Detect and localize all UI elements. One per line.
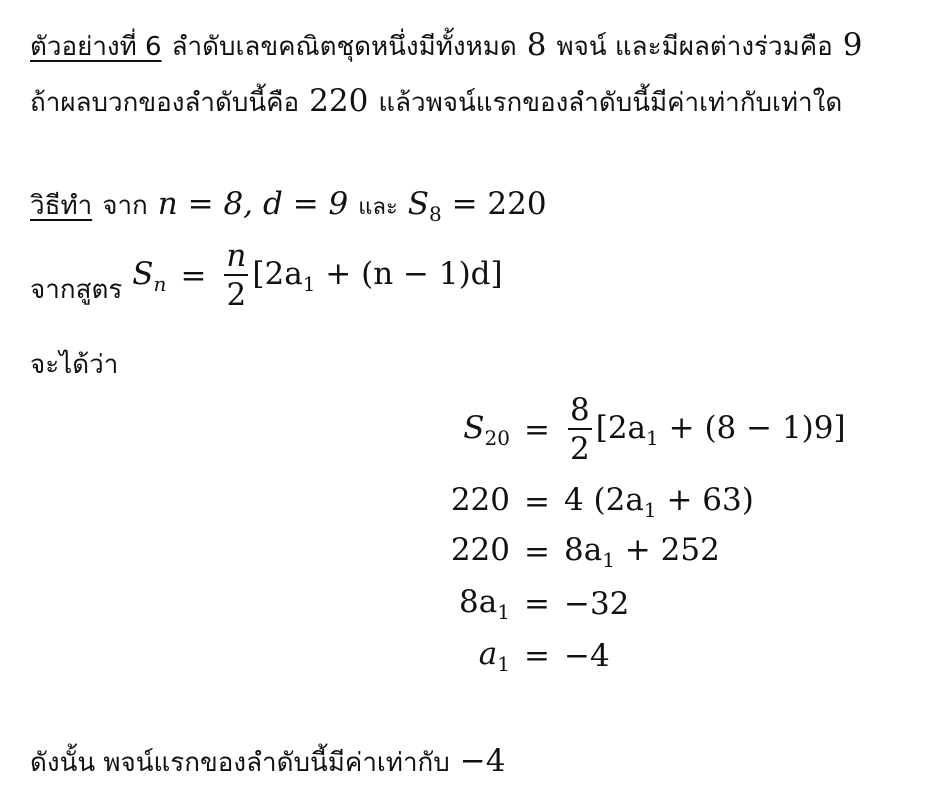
problem-text: พจน์ และมีผลต่างร่วมคือ xyxy=(556,32,833,62)
problem-text: ลำดับเลขคณิตชุดหนึ่งมีทั้งหมด xyxy=(171,32,517,62)
step-row: $S_{20}$ = $\frac{8}{2}$ $[2a_1 + (8 - 1)9]$ xyxy=(428,392,846,468)
conclusion-value: −4 xyxy=(459,743,506,779)
problem-common-difference: 9 xyxy=(842,27,863,63)
example-label: ตัวอย่างที่ 6 xyxy=(30,32,162,62)
step-fraction: $\frac{8}{2}$ xyxy=(569,392,590,467)
problem-term-count: 8 xyxy=(526,27,547,63)
problem-line-2 xyxy=(30,82,842,123)
step-rhs: 4 $(2a_1 + 63)$ xyxy=(563,482,754,523)
conclusion-text: ดังนั้น พจน์แรกของลำดับนี้มีค่าเท่ากับ xyxy=(30,748,450,778)
problem-line-1 xyxy=(30,26,863,67)
formula-line xyxy=(30,238,503,314)
step-row: $8a_1$ = −32 xyxy=(428,584,629,624)
step-lhs: $a_1$ xyxy=(478,636,510,677)
step-lhs: 220 xyxy=(450,532,510,569)
step-lhs: $S_{20}$ xyxy=(463,410,510,451)
problem-sum: 220 xyxy=(309,83,369,119)
step-row: $a_1$ = −4 xyxy=(428,636,610,676)
given-sum: $S_8 = 220$ xyxy=(407,186,547,227)
step-rhs: $8a_1 + 252$ xyxy=(563,532,720,573)
formula-text: จากสูตร xyxy=(30,275,123,305)
step-rhs: −4 xyxy=(563,638,610,674)
formula-fraction: $\frac{n}{2}$ xyxy=(226,238,247,313)
sum-formula: $S_n$ = $\frac{n}{2}$ $[2a_1 + (n - 1)d]$ xyxy=(132,238,503,313)
step-rhs: −32 xyxy=(563,586,630,622)
step-row: 220 = 4 $(2a_1 + 63)$ xyxy=(428,482,754,522)
get-text: จะได้ว่า xyxy=(30,350,119,380)
get-line xyxy=(30,344,118,385)
from-text: จาก xyxy=(102,191,148,221)
step-row: 220 = $8a_1 + 252$ xyxy=(428,532,720,572)
solution-given xyxy=(30,185,547,226)
step-lhs: $8a_1$ xyxy=(459,584,510,625)
problem-text: ถ้าผลบวกของลำดับนี้คือ xyxy=(30,88,300,118)
problem-text: แล้วพจน์แรกของลำดับนี้มีค่าเท่ากับเท่าใด xyxy=(378,88,843,118)
solution-label: วิธีทำ xyxy=(30,191,93,221)
step-rhs: $[2a_1 + (8 - 1)9]$ xyxy=(595,409,846,451)
step-lhs: 220 xyxy=(450,482,510,519)
given-n: n = 8, xyxy=(157,186,254,222)
conclusion-line xyxy=(30,742,506,783)
given-d: d = 9 xyxy=(263,186,349,222)
and-text: และ xyxy=(358,195,398,220)
